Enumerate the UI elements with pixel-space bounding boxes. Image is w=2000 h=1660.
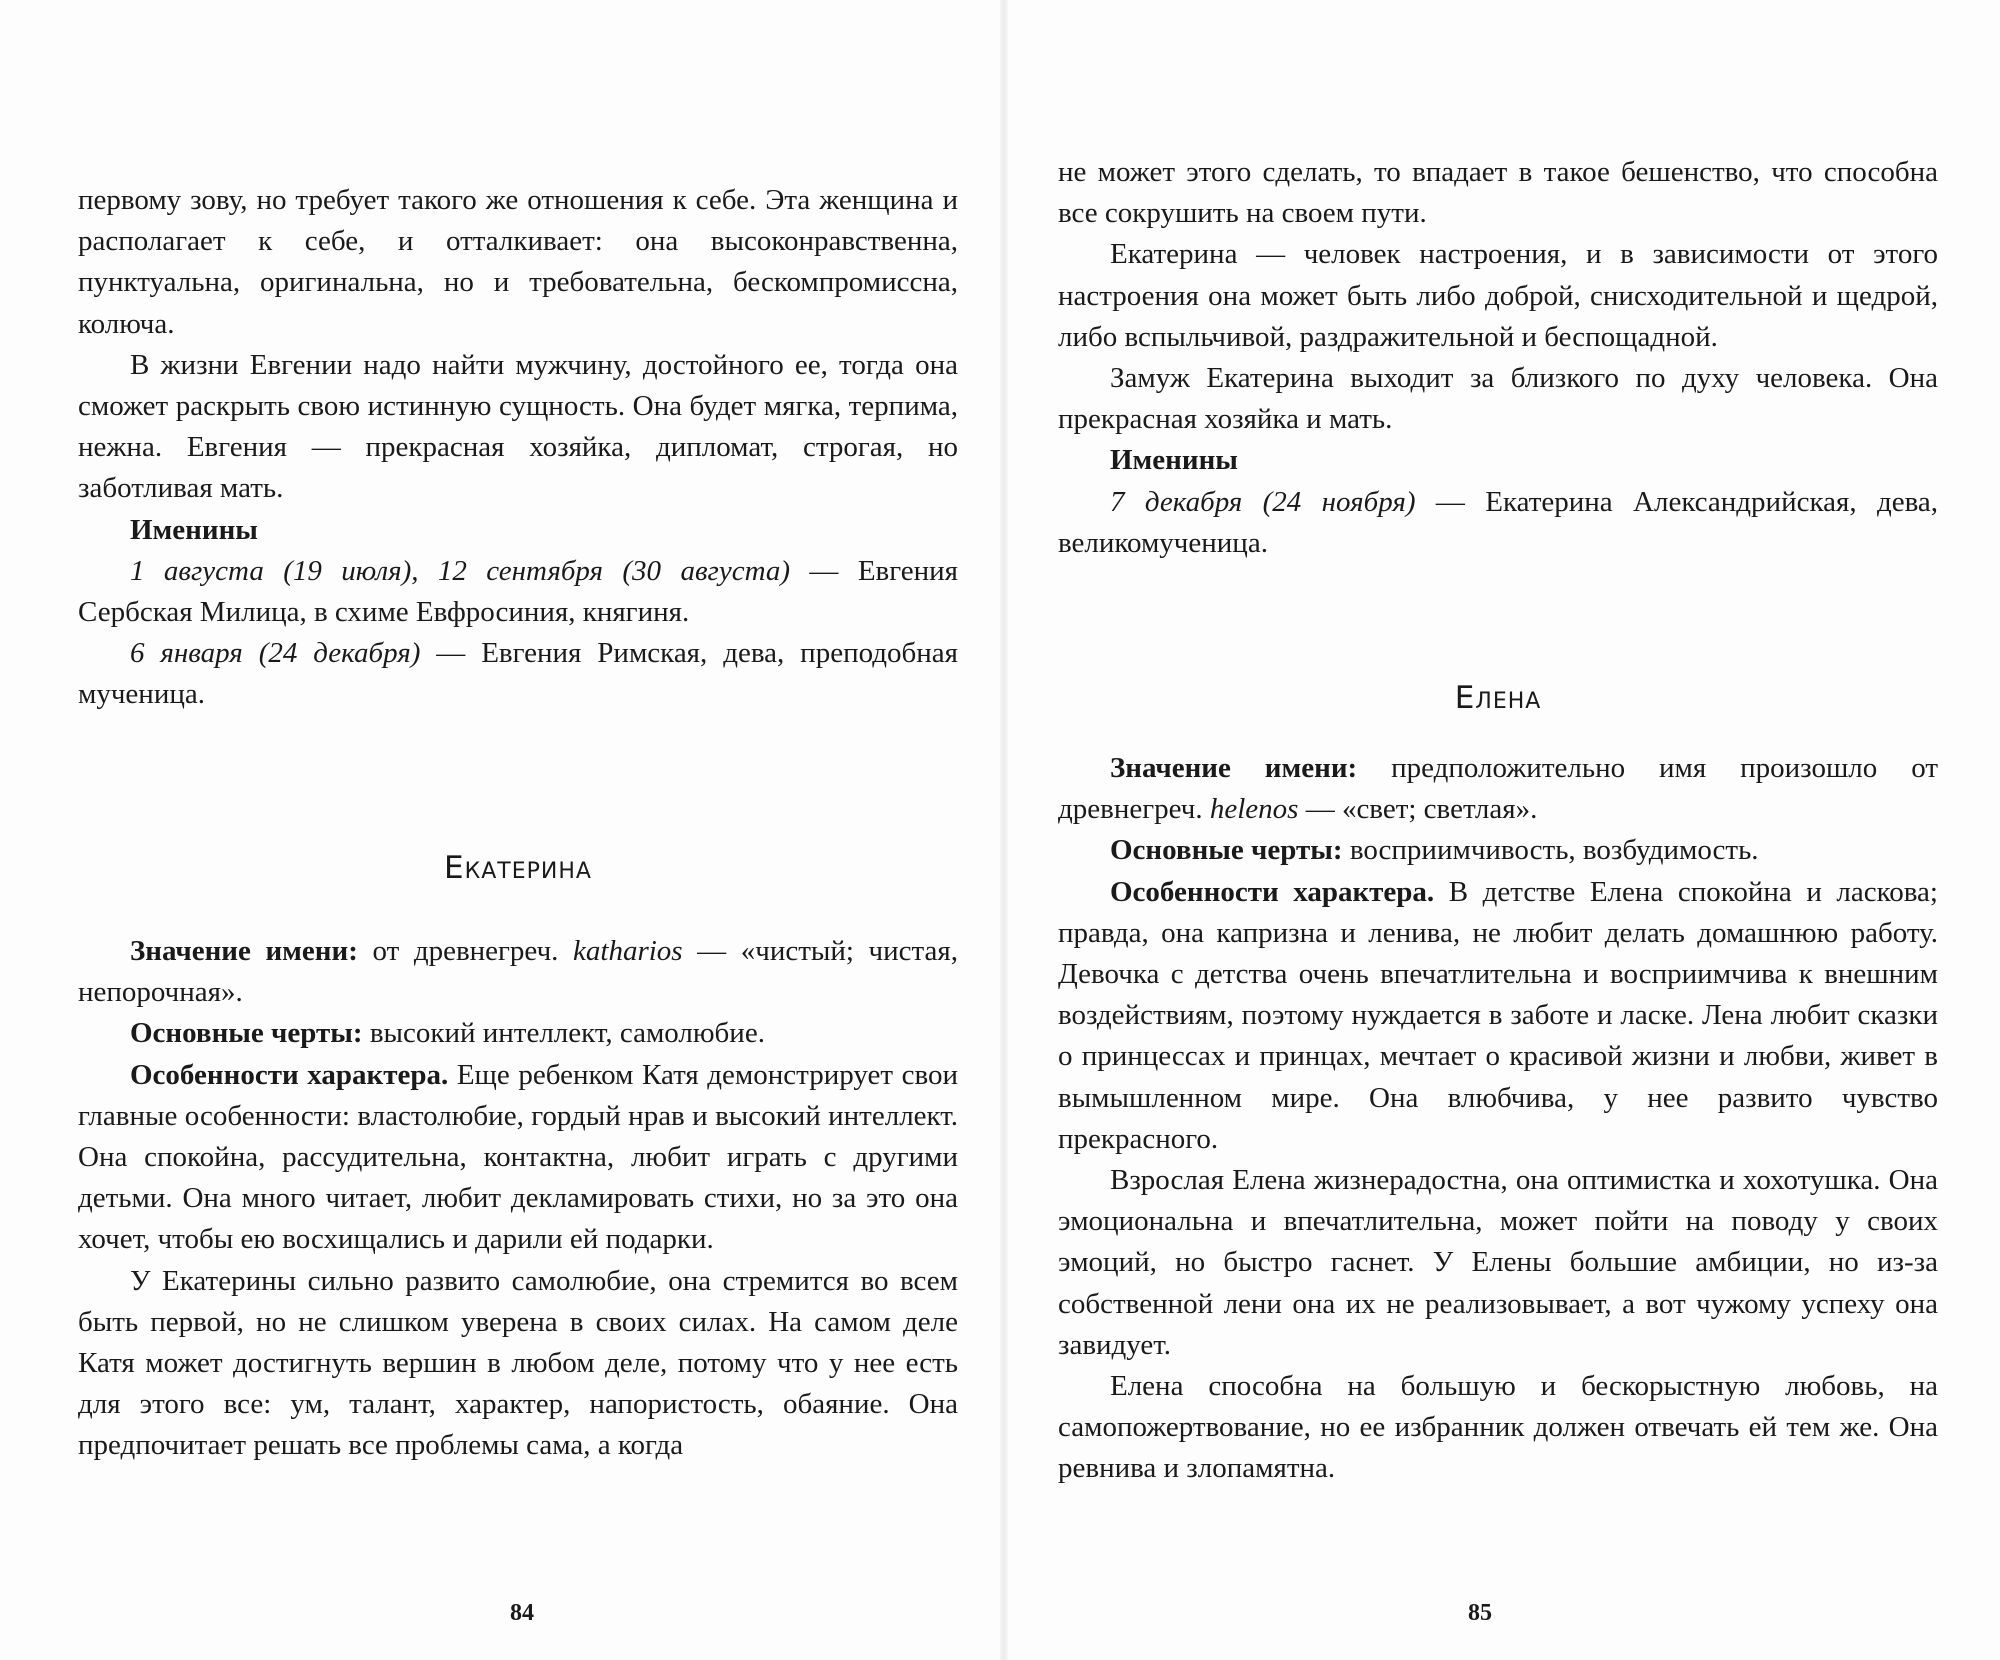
traits-paragraph bbox=[1058, 830, 1938, 871]
character-paragraph bbox=[78, 1055, 958, 1261]
section-heading: Елена bbox=[1454, 680, 1542, 716]
nameday-entry bbox=[78, 551, 958, 633]
namedays-label: Именины bbox=[1110, 444, 1238, 477]
right-upper-text bbox=[1058, 152, 1938, 564]
meaning-text-post: — «свет; светлая». bbox=[1298, 793, 1538, 826]
page-number: 84 bbox=[510, 1600, 534, 1626]
character-paragraph bbox=[1058, 872, 1938, 1160]
nameday-text: — Евгения Сербская Милица, в схиме Евфросиния, княгиня. bbox=[78, 554, 958, 629]
character-label: Особенности характера. bbox=[130, 1058, 449, 1091]
paragraph: Елена способна на большую и бескорыстную любовь, на самопожертвование, но ее избранник должен отвечать ей тем же. Она ревнива и злопамятна. bbox=[1058, 1370, 1938, 1485]
meaning-text: от древнегреч. bbox=[357, 935, 574, 967]
nameday-date: 6 января (24 декабря) bbox=[130, 637, 421, 670]
meaning-word: helenos bbox=[1209, 793, 1299, 826]
right-page bbox=[1000, 0, 2000, 1660]
paragraph: У Екатерины сильно развито самолюбие, она стремится во всем быть первой, но не слишком уверена в своих силах. На самом деле Катя может достигнуть вершин в любом деле, потому что у нее есть для этого все: ум, талант, характер, напористость, обаяние. Она предпочитает решать все проблемы сама, а когда bbox=[78, 1264, 958, 1462]
nameday-entry bbox=[78, 633, 958, 715]
character-text: Еще ребенком Катя демонстрирует свои главные особенности: властолюбие, гордый нрав и высокий интеллект. Она спокойна, рассудительна, контактна, любит играть с другими детьми. Она много читает, любит декламировать стихи, но за это она хочет, чтобы ею восхищались и дарили ей подарки. bbox=[78, 1058, 958, 1256]
page-number: 85 bbox=[1468, 1600, 1492, 1626]
meaning-paragraph bbox=[78, 931, 958, 1013]
left-upper-text bbox=[78, 180, 958, 716]
right-lower-text bbox=[1058, 748, 1938, 1490]
paragraph: первому зову, но требует такого же отношения к себе. Эта женщина и располагает к себе, и отталкивает: она высоконравственна, пунктуальна, оригинальна, но и требовательна, бескомпромиссна, колюча. bbox=[78, 184, 958, 340]
nameday-date: 1 августа (19 июля), 12 сентября (30 августа) bbox=[130, 554, 791, 587]
paragraph: Замуж Екатерина выходит за близкого по духу человека. Она прекрасная хозяйка и мать. bbox=[1058, 362, 1938, 436]
meaning-word: katharios bbox=[573, 935, 683, 967]
nameday-entry bbox=[1058, 482, 1938, 564]
character-label: Особенности характера. bbox=[1110, 875, 1435, 908]
paragraph: Екатерина — человек настроения, и в зависимости от этого настроения она может быть либо доброй, снисходительной и щедрой, либо вспыльчивой, раздражительной и беспощадной. bbox=[1058, 238, 1938, 353]
section-heading: Екатерина bbox=[444, 850, 592, 886]
left-lower-text bbox=[78, 931, 958, 1467]
namedays-label: Именины bbox=[130, 513, 258, 546]
meaning-label: Значение имени: bbox=[130, 935, 358, 967]
traits-text: восприимчивость, возбудимость. bbox=[1342, 834, 1759, 867]
meaning-text-post: — «чистый; чистая, непорочная». bbox=[78, 935, 959, 1009]
traits-label: Основные черты: bbox=[1110, 834, 1343, 867]
nameday-text: — Екатерина Александрийская, дева, великомученица. bbox=[1058, 485, 1939, 559]
meaning-label: Значение имени: bbox=[1110, 752, 1358, 784]
nameday-text: — Евгения Римская, дева, преподобная мученица. bbox=[78, 637, 958, 711]
traits-text: высокий интеллект, самолюбие. bbox=[362, 1017, 765, 1050]
meaning-text: предположительно имя произошло от древнегреч. bbox=[1058, 752, 1938, 826]
paragraph: не может этого сделать, то впадает в такое бешенство, что способна все сокрушить на своем пути. bbox=[1058, 156, 1938, 230]
meaning-paragraph bbox=[1058, 748, 1938, 830]
paragraph: В жизни Евгении надо найти мужчину, достойного ее, тогда она сможет раскрыть свою истинную сущность. Она будет мягка, терпима, нежна. Евгения — прекрасная хозяйка, дипломат, строгая, но заботливая мать. bbox=[78, 348, 958, 505]
nameday-date: 7 декабря (24 ноября) bbox=[1110, 485, 1416, 518]
paragraph: Взрослая Елена жизнерадостна, она оптимистка и хохотушка. Она эмоциональна и впечатлительна, может пойти на поводу у своих эмоций, но быстро гаснет. У Елены большие амбиции, но из-за собственной лени она их не реализовывает, а вот чужому успеху она завидует. bbox=[1058, 1164, 1938, 1361]
traits-label: Основные черты: bbox=[130, 1017, 363, 1050]
traits-paragraph bbox=[78, 1013, 958, 1054]
character-text: В детстве Елена спокойна и ласкова; правда, она капризна и ленива, не любит делать домашнюю работу. Девочка с детства очень впечатлительна и восприимчива к внешним воздействиям, поэтому нуждается в заботе и ласке. Лена любит сказки о принцессах и принцах, мечтает о красивой жизни и любви, живет в вымышленном мире. Она влюбчива, у нее развито чувство прекрасного. bbox=[1058, 875, 1938, 1155]
